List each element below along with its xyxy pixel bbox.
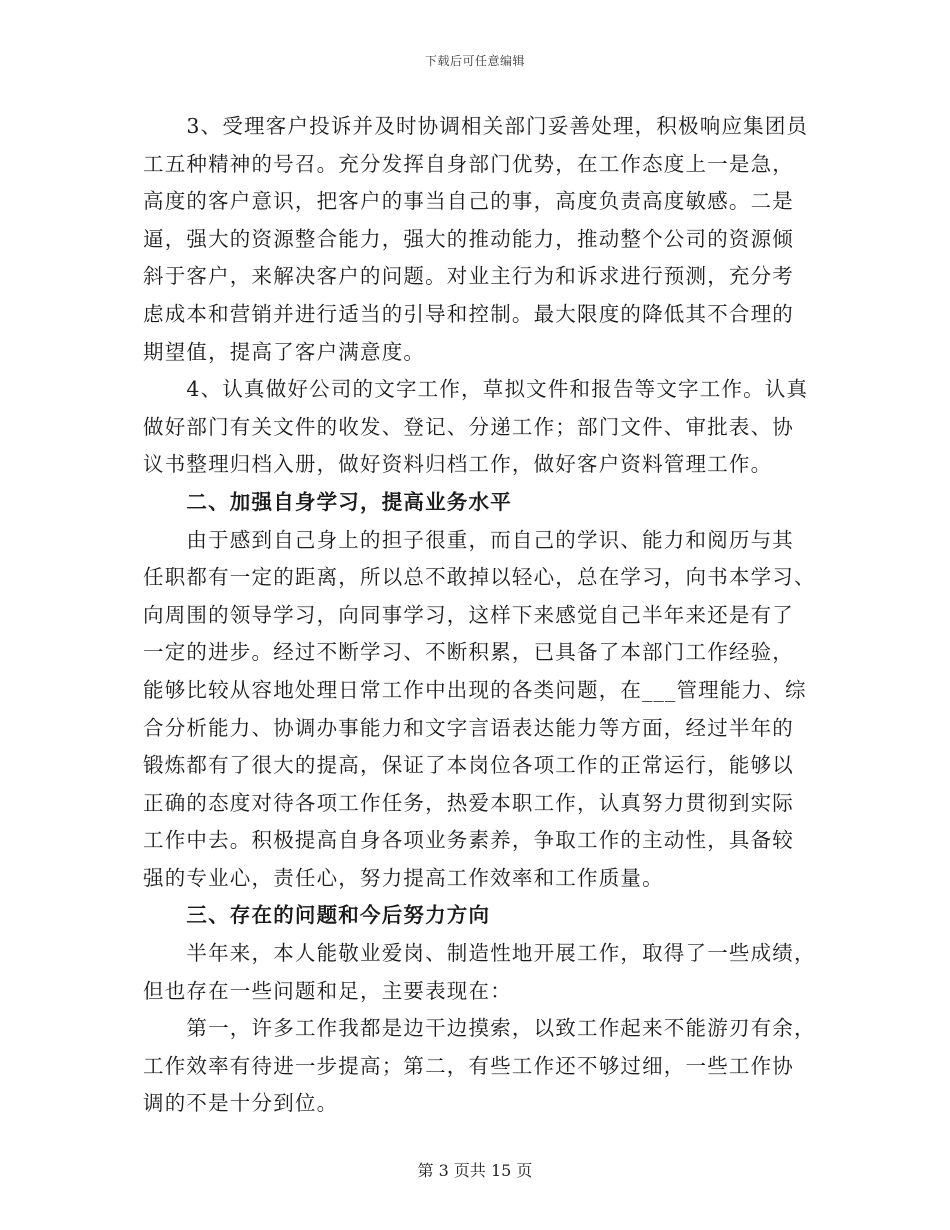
paragraph-line: 调的不是十分到位。 xyxy=(143,1091,339,1116)
paragraph-line: 高度的客户意识，把客户的事当自己的事，高度负责高度敏感。二是 xyxy=(143,189,794,214)
paragraph-line: 任职都有一定的距离，所以总不敢掉以轻心，总在学习，向书本学习、 xyxy=(143,565,816,590)
page-header: 下载后可任意编辑 xyxy=(424,54,525,68)
paragraph-line: 强的专业心，责任心，努力提高工作效率和工作质量。 xyxy=(143,865,664,890)
paragraph-line: 但也存在一些问题和足，主要表现在： xyxy=(143,978,512,1003)
paragraph-line: 期望值，提高了客户满意度。 xyxy=(143,339,426,364)
paragraph-line: 4、认真做好公司的文字工作，草拟文件和报告等文字工作。认真 xyxy=(143,377,809,402)
paragraph-line: 斜于客户，来解决客户的问题。对业主行为和诉求进行预测，充分考 xyxy=(143,264,794,289)
section-heading: 三、存在的问题和今后努力方向 xyxy=(143,903,491,928)
paragraph-line: 工五种精神的号召。充分发挥自身部门优势，在工作态度上一是急， xyxy=(143,151,794,176)
paragraph-line: 向周围的领导学习，向同事学习，这样下来感觉自己半年来还是有了 xyxy=(143,602,794,627)
section-heading: 二、加强自身学习，提高业务水平 xyxy=(143,489,512,514)
paragraph-line: 做好部门有关文件的收发、登记、分递工作；部门文件、审批表、协 xyxy=(143,414,794,439)
paragraph-line: 虑成本和营销并进行适当的引导和控制。最大限度的降低其不合理的 xyxy=(143,301,794,326)
paragraph-line: 半年来，本人能敬业爱岗、制造性地开展工作，取得了一些成绩， xyxy=(143,941,816,966)
document-body xyxy=(143,108,816,1123)
paragraph-line: 正确的态度对待各项工作任务，热爱本职工作，认真努力贯彻到实际 xyxy=(143,790,794,815)
paragraph-line: 由于感到自己身上的担子很重，而自己的学识、能力和阅历与其 xyxy=(143,527,794,552)
paragraph-line: 工作中去。积极提高自身各项业务素养，争取工作的主动性，具备较 xyxy=(143,828,794,853)
paragraph-line: 锻炼都有了很大的提高，保证了本岗位各项工作的正常运行，能够以 xyxy=(143,753,794,778)
paragraph-line: 能够比较从容地处理日常工作中出现的各类问题，在___管理能力、综 xyxy=(143,677,807,702)
paragraph-line: 合分析能力、协调办事能力和文字言语表达能力等方面，经过半年的 xyxy=(143,715,794,740)
paragraph-line: 第一，许多工作我都是边干边摸索，以致工作起来不能游刃有余， xyxy=(143,1016,816,1041)
paragraph-line: 3、受理客户投诉并及时协调相关部门妥善处理，积极响应集团员 xyxy=(143,114,809,138)
paragraph-line: 议书整理归档入册，做好资料归档工作，做好客户资料管理工作。 xyxy=(143,452,773,477)
page-number: 第 3 页共 15 页 xyxy=(417,1161,533,1180)
paragraph-line: 一定的进步。经过不断学习、不断积累，已具备了本部门工作经验， xyxy=(143,640,794,665)
paragraph-line: 工作效率有待进一步提高；第二，有些工作还不够过细，一些工作协 xyxy=(143,1053,794,1078)
paragraph-line: 逼，强大的资源整合能力，强大的推动能力，推动整个公司的资源倾 xyxy=(143,226,794,251)
